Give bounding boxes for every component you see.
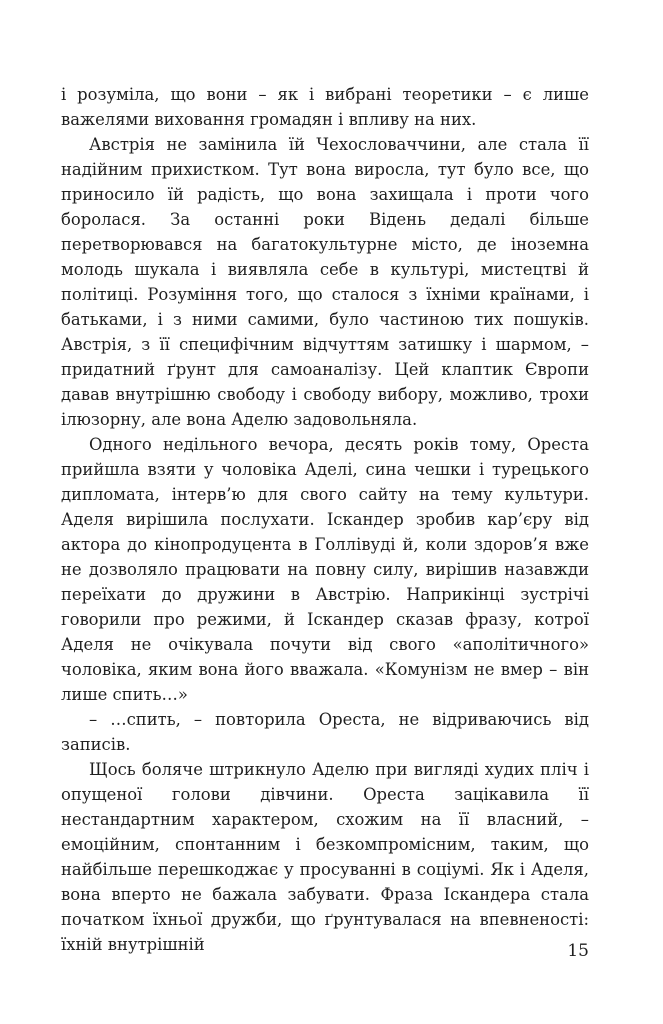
paragraph-5: Щось боляче штрикнуло Аделю при вигляді худих пліч і опущеної голови дівчини. Ореста зацікавила її нестандартним характером, схожим на її власний, – емоційним, спонтанним і безкомпромісним, таким, що найбільше перешкоджає у просуванні в соціумі. Як і Аделя, вона вперто не бажала забувати. Фраза Іскандера стала початком їхньої дружби, що ґрунтувалася на впевненості: їхній внутрішній [61, 760, 589, 954]
paragraph-3: Одного недільного вечора, десять років тому, Ореста прийшла взяти у чоловіка Аделі, сина чешки і турецького дипломата, інтерв’ю для свого сайту на тему культури. Аделя вирішила послухати. Іскандер зробив кар’єру від актора до кінопродуцента в Голлівуді й, коли здоров’я вже не дозволяло працювати на повну силу, вирішив назавжди переїхати до дружини в Австрію. Наприкінці зустрічі говорили про режими, й Іскандер сказав фразу, котрої Аделя не очікувала почути від свого «аполітичного» чоловіка, яким вона його вважала. «Комунізм не вмер – він лише спить…» [61, 435, 589, 704]
body-text [61, 82, 589, 957]
paragraph-2: Австрія не замінила їй Чехословаччини, але стала її надійним прихистком. Тут вона виросла, тут було все, що приносило їй радість, що вона захищала і проти чого боролася. За останні роки Відень дедалі більше перетворювався на багатокультурне місто, де іноземна молодь шукала і виявляла себе в культурі, мистецтві й політиці. Розуміння того, що сталося з їхніми країнами, і батьками, і з ними самими, було частиною тих пошуків. Австрія, з її специфічним відчуттям затишку і шармом, – придатний ґрунт для самоаналізу. Цей клаптик Європи давав внутрішню свободу і свободу вибору, можливо, трохи ілюзорну, але вона Аделю задовольняла. [61, 135, 589, 429]
page-number: 15 [567, 941, 589, 961]
paragraph-4: – …спить, – повторила Ореста, не відриваючись від записів. [61, 710, 589, 754]
paragraph-1: і розуміла, що вони – як і вибрані теоретики – є лише важелями виховання громадян і впливу на них. [61, 85, 589, 129]
